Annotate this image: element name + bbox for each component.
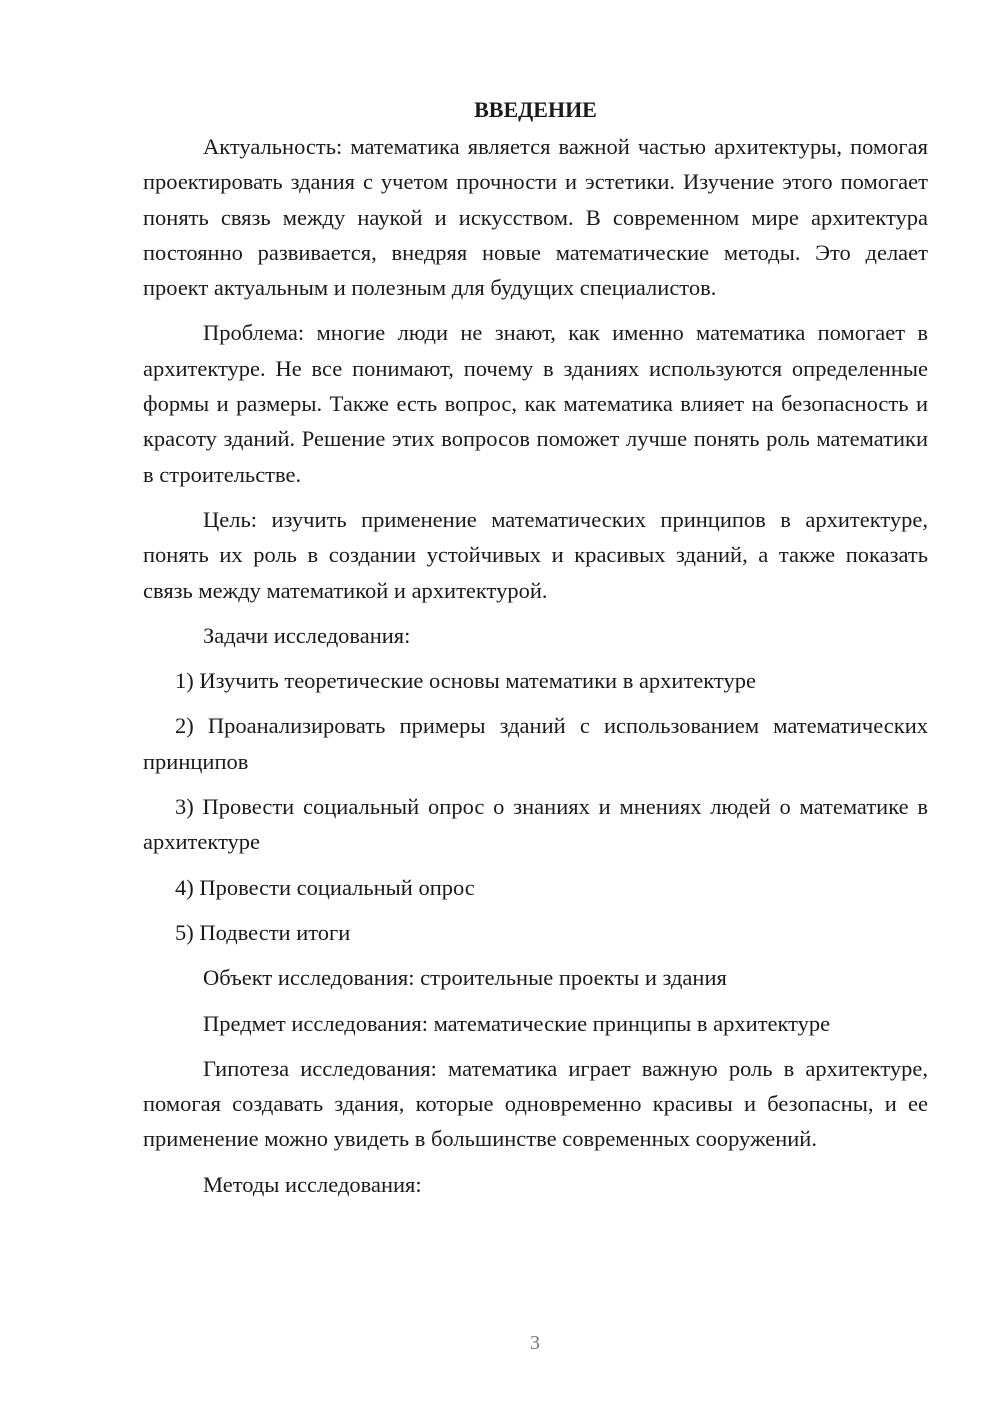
task-item-1: 1) Изучить теоретические основы математики в архитектуре xyxy=(175,668,756,694)
paragraph-problem: Проблема: многие люди не знают, как именно математика помогает в архитектуре. Не все понимают, почему в зданиях используются определенные формы и размеры. Также есть вопрос, как математика влияет на безопасность и красоту зданий. Решение этих вопросов поможет лучше понять роль математики в строительстве. xyxy=(143,320,928,487)
task-item-3: 3) Провести социальный опрос о знаниях и мнениях людей о математике в архитектуре xyxy=(143,794,928,855)
task-item-2: 2) Проанализировать примеры зданий с использованием математических принципов xyxy=(143,713,928,774)
paragraph-object: Объект исследования: строительные проекты и здания xyxy=(203,965,727,991)
task-item-4: 4) Провести социальный опрос xyxy=(175,874,475,900)
paragraph-subject: Предмет исследования: математические принципы в архитектуре xyxy=(203,1010,831,1036)
section-title: ВВЕДЕНИЕ xyxy=(474,97,597,122)
page-number: 3 xyxy=(530,1332,540,1354)
paragraph-relevance: Актуальность: математика является важной частью архитектуры, помогая проектировать здания с учетом прочности и эстетики. Изучение этого помогает понять связь между наукой и искусством. В современном мире архитектура постоянно развивается, внедряя новые математические методы. Это делает проект актуальным и полезным для будущих специалистов. xyxy=(143,134,928,301)
tasks-heading: Задачи исследования: xyxy=(203,622,411,648)
page-content xyxy=(143,92,928,1202)
paragraph-hypothesis: Гипотеза исследования: математика играет важную роль в архитектуре, помогая создавать здания, которые одновременно красивы и безопасны, и ее применение можно увидеть в большинстве современных сооружений. xyxy=(143,1055,928,1152)
paragraph-methods: Методы исследования: xyxy=(203,1171,422,1197)
task-item-5: 5) Подвести итоги xyxy=(175,919,351,945)
paragraph-goal: Цель: изучить применение математических принципов в архитектуре, понять их роль в создании устойчивых и красивых зданий, а также показать связь между математикой и архитектурой. xyxy=(143,506,928,603)
